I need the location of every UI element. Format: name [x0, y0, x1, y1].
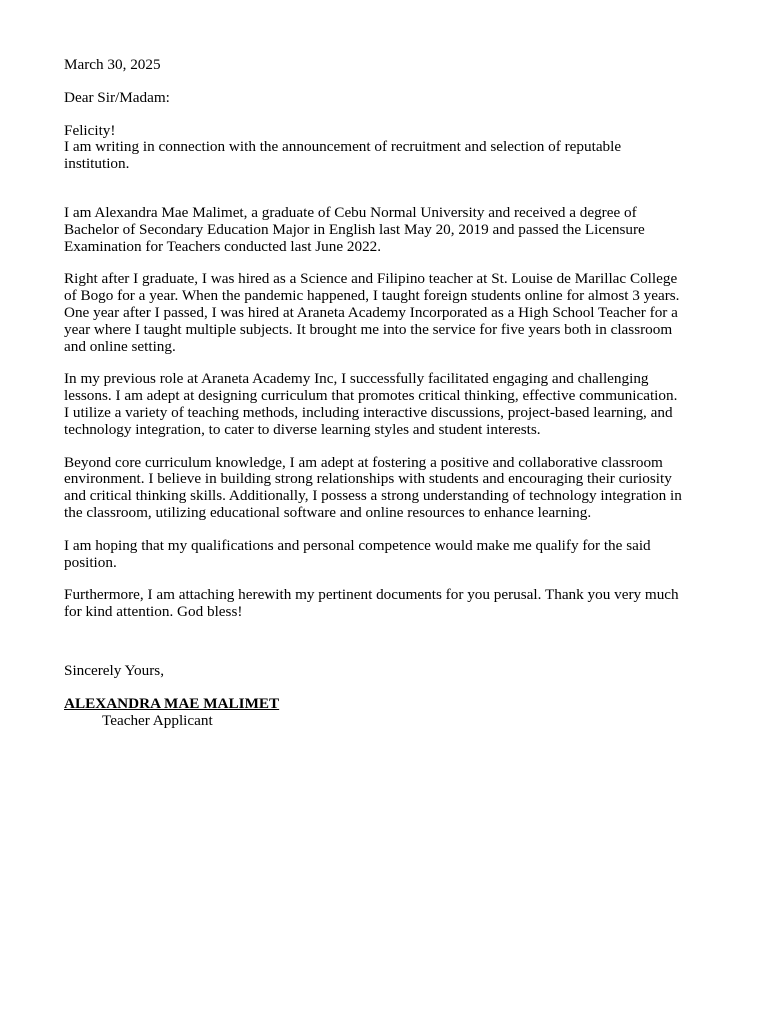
letter-closing: Sincerely Yours,: [64, 661, 164, 679]
signature-name: ALEXANDRA MAE MALIMET: [64, 694, 280, 712]
letter-salutation: Dear Sir/Madam:: [64, 88, 170, 106]
paragraph-skills: Beyond core curriculum knowledge, I am adept at fostering a positive and collaborative classroom environment. I believe in building strong relationships with students and encouraging their curiosity and critical thinking skills. Additionally, I possess a strong understanding of technology integration in the classroom, utilizing educational software and online resources to enhance learning.: [64, 453, 682, 521]
signature-title: Teacher Applicant: [102, 711, 213, 729]
paragraph-education: I am Alexandra Mae Malimet, a graduate of Cebu Normal University and received a degree of Bachelor of Secondary Education Major in English last May 20, 2019 and passed the Licensure Examination for Teachers conducted last June 2022.: [64, 203, 645, 255]
letter-page: [64, 57, 684, 729]
letter-greeting: Felicity!: [64, 121, 116, 139]
paragraph-experience: Right after I graduate, I was hired as a Science and Filipino teacher at St. Louise de Marillac College of Bogo for a year. When the pandemic happened, I taught foreign students online for almost 3 years. One year after I passed, I was hired at Araneta Academy Incorporated as a High School Teacher for a year where I taught multiple subjects. It brought me into the service for five years both in classroom and online setting.: [64, 270, 680, 355]
letter-date: March 30, 2025: [64, 56, 161, 73]
paragraph-previous-role: In my previous role at Araneta Academy Inc, I successfully facilitated engaging and challenging lessons. I am adept at designing curriculum that promotes critical thinking, effective communication. I utilize a variety of teaching methods, including interactive discussions, project-based learning, and technology integration, to cater to diverse learning styles and student interests.: [64, 370, 678, 438]
letter-intro: I am writing in connection with the announcement of recruitment and selection of reputable institution.: [64, 138, 622, 173]
paragraph-hope: I am hoping that my qualifications and personal competence would make me qualify for the said position.: [64, 536, 651, 571]
opening-block: [64, 123, 684, 173]
paragraph-closing-remarks: Furthermore, I am attaching herewith my pertinent documents for you perusal. Thank you very much for kind attention. God bless!: [64, 586, 679, 621]
